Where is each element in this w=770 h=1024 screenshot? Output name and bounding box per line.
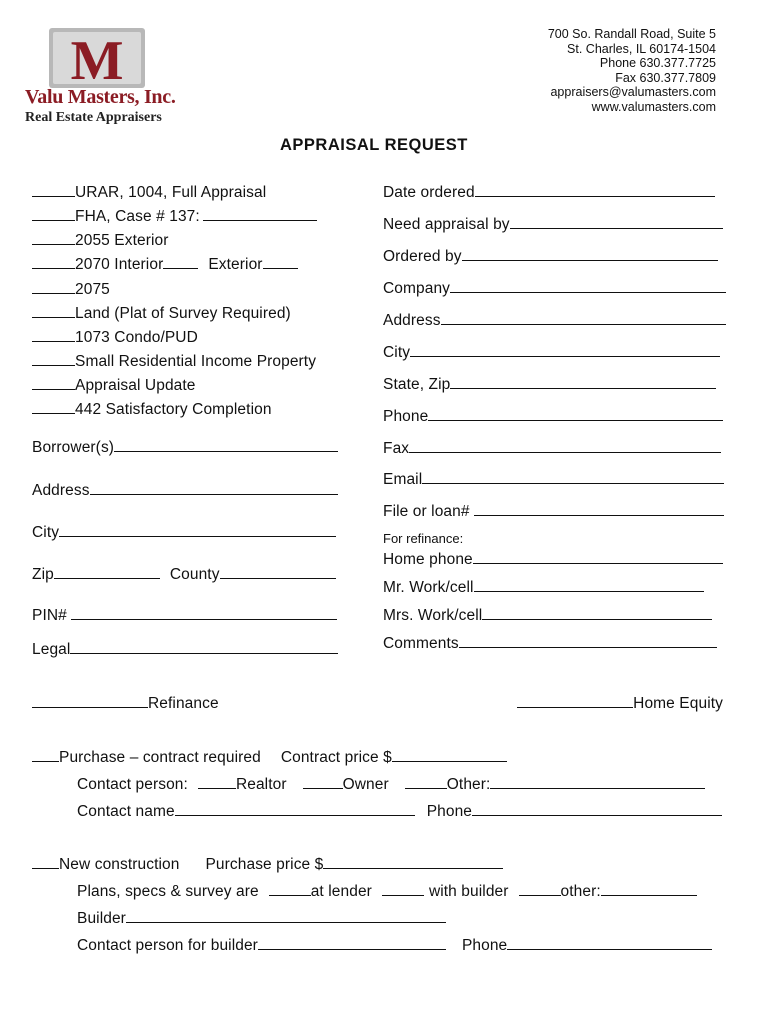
mr-work-cell-field[interactable]: Mr. Work/cell: [383, 577, 704, 597]
owner-blank[interactable]: [303, 774, 343, 789]
blank[interactable]: [32, 279, 75, 294]
home-equity-row[interactable]: Home Equity: [517, 693, 723, 713]
builder-contact-field[interactable]: [258, 935, 446, 950]
address-phone: Phone 630.377.7725: [599, 56, 716, 70]
property-zip-field[interactable]: Zip County: [32, 564, 336, 584]
address-line2: St. Charles, IL 60174-1504: [567, 41, 716, 56]
builder-phone-field[interactable]: [507, 935, 712, 950]
at-lender-blank[interactable]: [269, 881, 311, 896]
logo-company-name: Valu Masters, Inc.: [25, 86, 176, 108]
blank[interactable]: [32, 303, 75, 318]
email-field[interactable]: Email: [383, 469, 724, 489]
client-address-field[interactable]: Address: [383, 310, 726, 330]
type-442-row[interactable]: 442 Satisfactory Completion: [32, 399, 272, 419]
home-phone-field[interactable]: Home phone: [383, 549, 723, 569]
type-urar-row[interactable]: URAR, 1004, Full Appraisal: [32, 182, 266, 202]
blank[interactable]: [32, 230, 75, 245]
blank[interactable]: [32, 254, 75, 269]
state-zip-field[interactable]: State, Zip: [383, 374, 716, 394]
type-condo-row[interactable]: 1073 Condo/PUD: [32, 327, 198, 347]
need-appraisal-by-field[interactable]: Need appraisal by: [383, 214, 723, 234]
property-address-field[interactable]: Address: [32, 480, 338, 500]
type-2070-row[interactable]: 2070 Interior Exterior: [32, 254, 298, 274]
other-field[interactable]: [490, 774, 705, 789]
address-block: [548, 27, 716, 114]
legal-field[interactable]: Legal: [32, 639, 338, 659]
realtor-blank[interactable]: [198, 774, 236, 789]
ordered-by-field[interactable]: Ordered by: [383, 246, 718, 266]
client-city-field[interactable]: City: [383, 342, 720, 362]
with-builder-blank[interactable]: [382, 881, 424, 896]
file-loan-field[interactable]: File or loan#: [383, 501, 724, 521]
county-field[interactable]: [220, 564, 336, 579]
blank[interactable]: [32, 182, 75, 197]
builder-field[interactable]: [126, 908, 446, 923]
type-fha-row[interactable]: FHA, Case # 137:: [32, 206, 317, 226]
builder-contact-row[interactable]: Contact person for builder Phone: [77, 935, 712, 955]
company-field[interactable]: Company: [383, 278, 726, 298]
type-2075-row[interactable]: 2075: [32, 279, 110, 299]
refinance-row[interactable]: Refinance: [32, 693, 219, 713]
new-construction-blank[interactable]: [32, 854, 59, 869]
type-2055-row[interactable]: 2055 Exterior: [32, 230, 169, 250]
address-line1: 700 So. Randall Road, Suite 5: [547, 27, 716, 41]
client-phone-field[interactable]: Phone: [383, 406, 723, 426]
for-refinance-label: For refinance:: [383, 531, 464, 546]
contact-phone-field[interactable]: [472, 801, 722, 816]
new-construction-row[interactable]: New construction Purchase price $: [32, 854, 503, 874]
contact-name-field[interactable]: [175, 801, 415, 816]
builder-row[interactable]: Builder: [77, 908, 446, 928]
pin-field[interactable]: PIN#: [32, 605, 337, 625]
plans-other-field[interactable]: [601, 881, 697, 896]
svg-text:M: M: [70, 30, 124, 90]
type-land-row[interactable]: Land (Plat of Survey Required): [32, 303, 291, 323]
address-web: www.valumasters.com: [591, 99, 716, 114]
logo: [25, 24, 176, 134]
purchase-price-field[interactable]: [323, 854, 503, 869]
logo-tagline: Real Estate Appraisers: [25, 110, 162, 125]
blank[interactable]: [32, 206, 75, 221]
purchase-row[interactable]: Purchase – contract required Contract price $: [32, 747, 507, 767]
plans-other-blank[interactable]: [519, 881, 561, 896]
interior-blank[interactable]: [163, 254, 198, 269]
logo-monogram-icon: [47, 26, 147, 90]
fha-case-field[interactable]: [203, 206, 317, 221]
comments-field[interactable]: Comments: [383, 633, 717, 653]
exterior-blank[interactable]: [263, 254, 298, 269]
blank[interactable]: [32, 399, 75, 414]
address-fax: Fax 630.377.7809: [615, 70, 716, 85]
property-city-field[interactable]: City: [32, 522, 336, 542]
blank[interactable]: [32, 351, 75, 366]
purchase-contact-person-row[interactable]: Contact person: Realtor Owner Other:: [77, 774, 705, 794]
type-small-res-row[interactable]: Small Residential Income Property: [32, 351, 316, 371]
home-equity-blank[interactable]: [517, 693, 633, 708]
plans-row[interactable]: Plans, specs & survey are at lender with builder other:: [77, 881, 697, 901]
other-blank[interactable]: [405, 774, 447, 789]
date-ordered-field[interactable]: Date ordered: [383, 182, 715, 202]
contract-price-field[interactable]: [392, 747, 507, 762]
blank[interactable]: [32, 327, 75, 342]
type-update-row[interactable]: Appraisal Update: [32, 375, 196, 395]
blank[interactable]: [32, 375, 75, 390]
page-title: APPRAISAL REQUEST: [280, 136, 468, 154]
address-email: appraisers@valumasters.com: [550, 85, 716, 99]
refinance-blank[interactable]: [32, 693, 148, 708]
purchase-contact-name-row[interactable]: Contact name Phone: [77, 801, 722, 821]
purchase-blank[interactable]: [32, 747, 59, 762]
borrowers-field[interactable]: Borrower(s): [32, 437, 338, 457]
mrs-work-cell-field[interactable]: Mrs. Work/cell: [383, 605, 712, 625]
fax-field[interactable]: Fax: [383, 438, 721, 458]
